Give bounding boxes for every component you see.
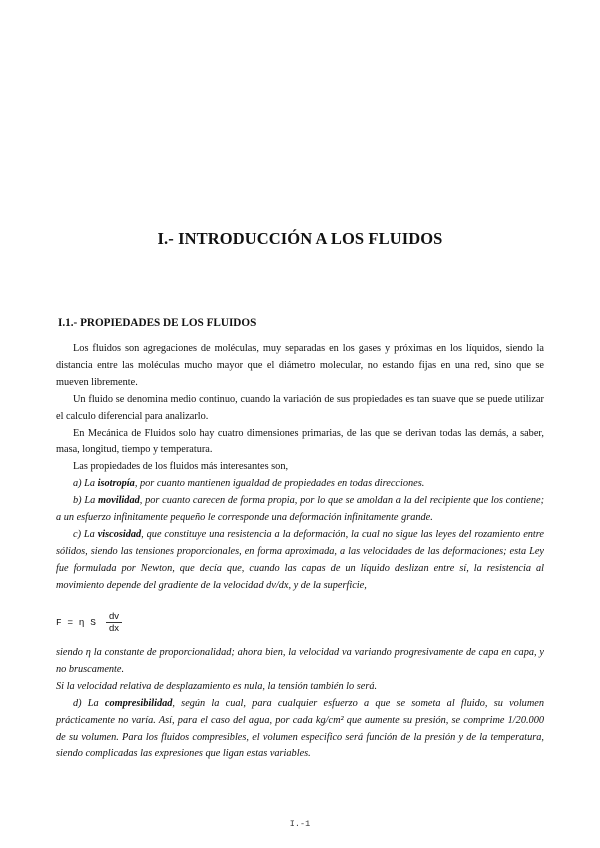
- paragraph-null-velocity: Si la velocidad relativa de desplazamiento es nula, la tensión también lo será.: [56, 680, 378, 692]
- property-a-term: isotropía: [97, 478, 135, 490]
- property-d-prefix: d) La: [73, 697, 105, 709]
- paragraph-proportionality: siendo η la constante de proporcionalidad; ahora bien, la velocidad va variando progresivamente de capa en capa, y no bruscamente.: [56, 647, 544, 675]
- paragraph-dimensions: En Mecánica de Fluidos solo hay cuatro dimensiones primarias, de las que se derivan todas las demás, a saber, masa, longitud, tiempo y temperatura.: [56, 427, 544, 456]
- paragraph-properties-intro: Las propiedades de los fluidos más interesantes son,: [73, 461, 289, 473]
- property-compressibility: [56, 696, 544, 764]
- property-d-text: , según la cual, para cualquier esfuerzo a que se someta al fluido, su volumen prácticamente no varía. Así, para el caso del agua, por cada kg/cm² que aumente su presión, se comprime 1/20.000 de su volumen. Para los fluidos compresibles, el volumen especifico será función de la presión y de la temperatura, siendo complicadas las expresiones que ligan estas variables.: [56, 697, 544, 760]
- formula-numerator: dv: [106, 611, 122, 623]
- paragraph-fluids-definition: Los fluidos son agregaciones de moléculas, muy separadas en los gases y próximas en los líquidos, siendo la distancia entre las moléculas mucho mayor que el diámetro molecular, no estando fijas en una red, sino que se mueven libremente.: [56, 343, 544, 388]
- property-isotropy: [56, 476, 544, 493]
- property-c-term: viscosidad: [97, 528, 142, 540]
- property-b-term: movilidad: [97, 495, 140, 507]
- property-a-prefix: a) La: [73, 478, 98, 490]
- property-c-prefix: c) La: [73, 528, 98, 540]
- property-mobility: [56, 493, 544, 527]
- property-c-text: , que constituye una resistencia a la deformación, la cual no sigue las leyes del rozamiento entre sólidos, siendo las tensiones proporcionales, en forma aproximada, a las velocidades de las deformaciones; esta Ley fue formulada por Newton, que decía que, cuando las capas de un líquido deslizan entre sí, la resistencia al movimiento depende del gradiente de la velocidad dv/dx, y de la superficie,: [56, 528, 544, 591]
- section-heading: I.1.- PROPIEDADES DE LOS FLUIDOS: [58, 317, 257, 329]
- property-b-prefix: b) La: [73, 495, 98, 507]
- property-a-text: , por cuanto mantienen igualdad de propiedades en todas direcciones.: [134, 478, 425, 490]
- body-text: [56, 341, 544, 595]
- paragraph-continuous-medium: Un fluido se denomina medio continuo, cuando la variación de sus propiedades es tan suave que se puede utilizar el calculo diferencial para analizarlo.: [56, 393, 544, 422]
- post-formula-text: [56, 645, 544, 763]
- chapter-title: I.- INTRODUCCIÓN A LOS FLUIDOS: [157, 229, 443, 248]
- formula-denominator: dx: [108, 623, 120, 634]
- formula-lhs: F = η S: [56, 617, 96, 628]
- property-d-term: compresibilidad: [104, 697, 173, 709]
- property-viscosity: [56, 527, 544, 595]
- page-number: I.-1: [289, 819, 311, 829]
- formula-fraction: [106, 611, 122, 635]
- property-b-text: , por cuanto carecen de forma propia, por lo que se amoldan a la del recipiente que los contiene; a un esfuerzo infinitamente pequeño le corresponde una deformación infinitamente grande.: [56, 495, 544, 524]
